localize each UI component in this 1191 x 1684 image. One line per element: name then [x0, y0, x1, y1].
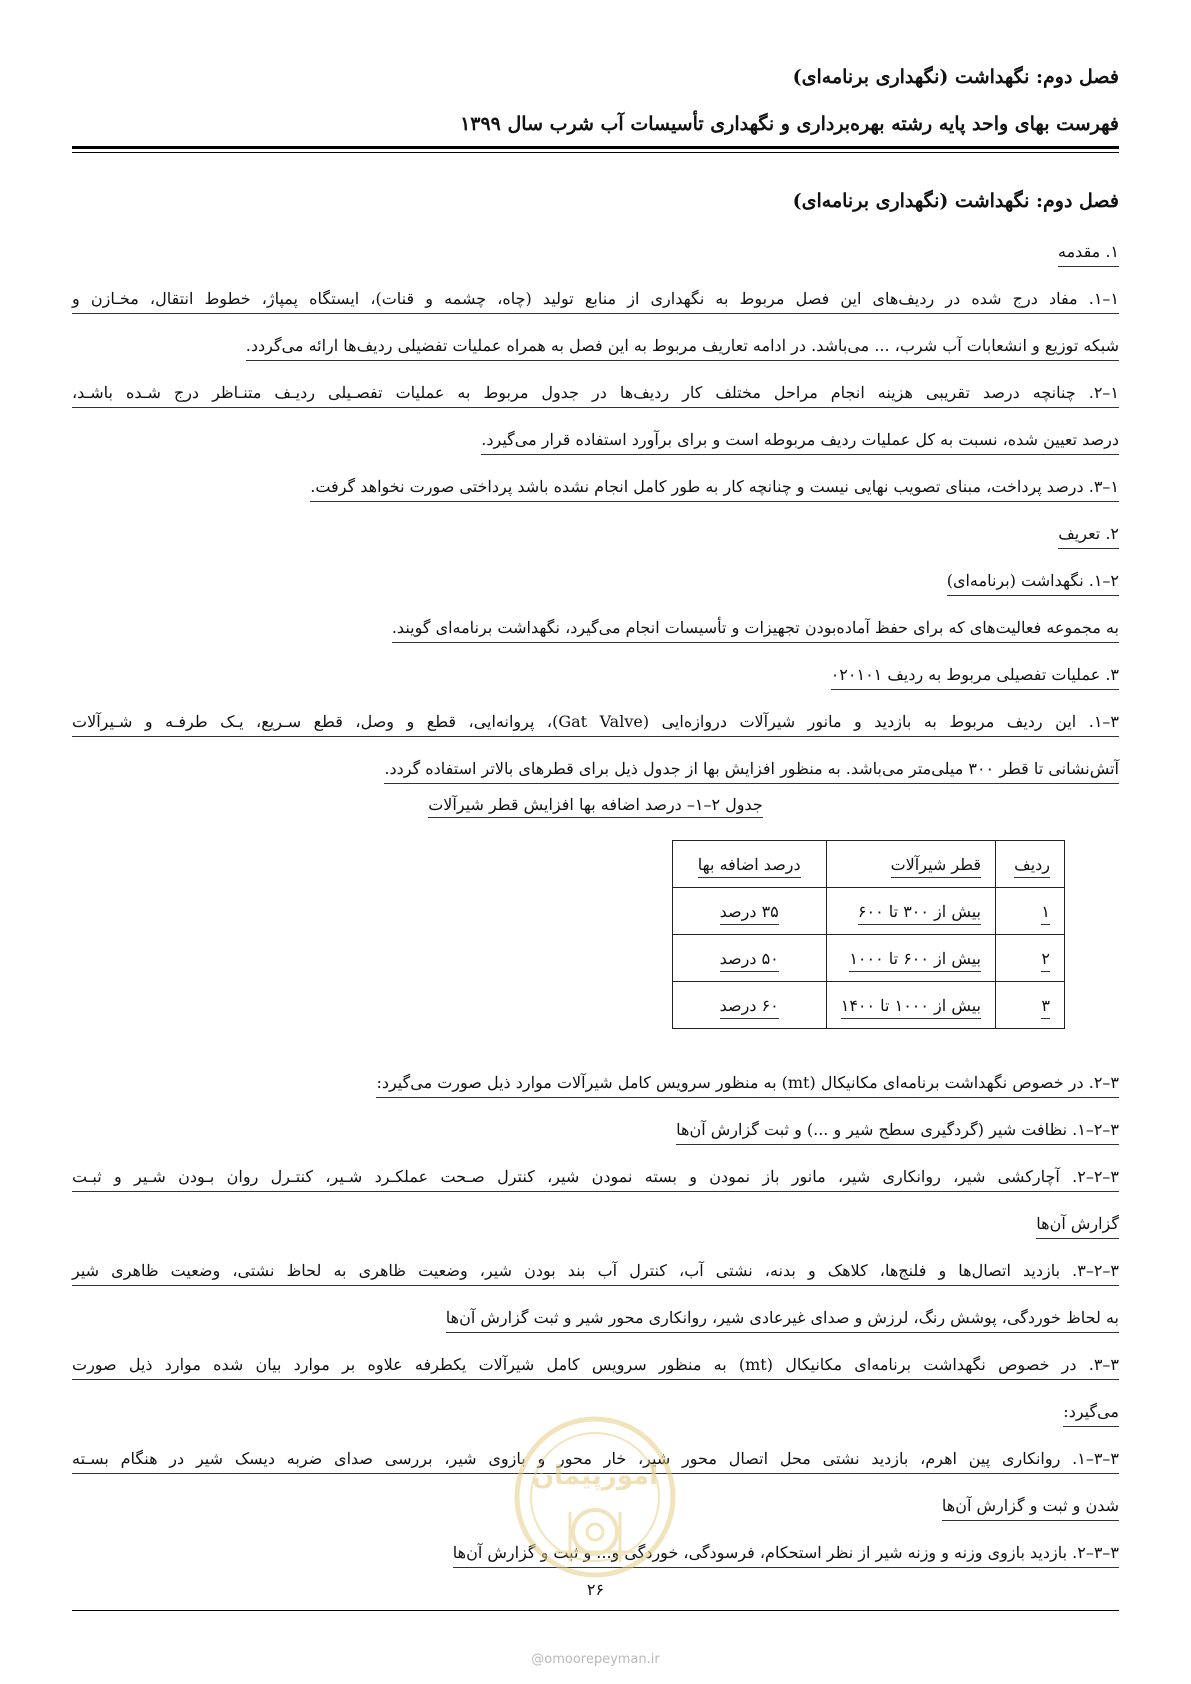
header-rule-thick — [72, 146, 1119, 149]
heading-2-1: ۲–۱. نگهداشت (برنامه‌ای) — [947, 570, 1119, 596]
paragraph-3-2-1: ۳–۲–۱. نظافت شیر (گردگیری سطح شیر و ...) و ثبت گزارش آن‌ها — [676, 1119, 1119, 1145]
paragraph-3-3-1-line-1: ۳–۳–۱. روانکاری پین اهرم، بازدید نشتی محل اتصال محور شیر، خار محور و بازوی شیر، بررسی صدای ضربه دیسک شیر در هنگام بسـته — [72, 1448, 1119, 1474]
cell-surcharge: ۳۵ درصد — [720, 902, 779, 925]
table-caption: جدول ۲–۱– درصد اضافه بها افزایش قطر شیرآلات — [72, 795, 1119, 814]
paragraph-3-2-2-line-1: ۳–۲–۲. آچارکشی شیر، روانکاری شیر، مانور باز نمودن و بسته نمودن شیر، کنترل صـحت عملکـرد شـیر، کنتـرل روان بـودن شـیر و ثبـت — [72, 1166, 1119, 1192]
paragraph-1-2-line-2: درصد تعیین شده، نسبت به کل عملیات ردیف مربوطه است و برای برآورد استفاده قرار می‌گیرد. — [481, 429, 1119, 455]
watermark-site-text: @omoorepeyman.ir — [531, 1652, 660, 1667]
page-number: ۲۶ — [586, 1580, 605, 1599]
watermark-logo-icon — [510, 1412, 680, 1582]
cell-surcharge: ۶۰ درصد — [720, 996, 779, 1019]
paragraph-3-1-line-1: ۳–۱. این ردیف مربوط به بازدید و مانور شیرآلات دروازه‌ایی (Gat Valve)، پروانه‌ایی، قطع و وصل، قطع سـریع، یـک طرفـه و شـیرآلات — [72, 711, 1119, 737]
paragraph-3-2: ۳–۲. در خصوص نگهداشت برنامه‌ای مکانیکال (mt) به منظور سرویس کامل شیرآلات موارد ذیل صورت می‌گیرد: — [376, 1072, 1119, 1098]
running-header-chapter: فصل دوم: نگهداشت (نگهداری برنامه‌ای) — [792, 66, 1119, 88]
header-valve-size: قطر شیرآلات — [826, 841, 995, 888]
cell-row-number: ۲ — [1041, 949, 1050, 972]
cell-surcharge: ۵۰ درصد — [720, 949, 779, 972]
valve-surcharge-table — [672, 840, 1065, 1029]
paragraph-3-3-2: ۳–۳–۲. بازدید بازوی وزنه و وزنه شیر از نظر استحکام، فرسودگی، خوردگی و... و ثبت و گزارش آن‌ها — [453, 1542, 1119, 1568]
table-row — [672, 982, 1064, 1029]
cell-valve-size: بیش از ۱۰۰۰ تا ۱۴۰۰ — [841, 996, 981, 1019]
cell-row-number: ۱ — [1041, 902, 1050, 925]
paragraph-3-3-line-2: می‌گیرد: — [1063, 1401, 1119, 1427]
heading-detailed-operations: ۳. عملیات تفصیلی مربوط به ردیف ۰۲۰۱۰۱ — [831, 664, 1119, 690]
table-row — [672, 935, 1064, 982]
paragraph-3-2-3-line-1: ۳–۲–۳. بازدید اتصال‌ها و فلنج‌ها، کلاهک و بدنه، نشتی آب، کنترل آب بند بودن شیر، وضعیت ظاهری به لحاظ نشتی، وضعیت ظاهری شیر — [72, 1260, 1119, 1286]
footer-rule — [72, 1610, 1119, 1611]
svg-text:امورپیمان: امورپیمان — [531, 1461, 659, 1491]
table-row — [672, 888, 1064, 935]
section-title: فصل دوم: نگهداشت (نگهداری برنامه‌ای) — [792, 190, 1119, 212]
table-header-row — [672, 841, 1064, 888]
cell-row-number: ۳ — [1041, 996, 1050, 1019]
paragraph-1-2-line-1: ۱–۲. چنانچه درصد تقریبی هزینه انجام مراحل مختلف کار ردیف‌ها در جدول مربوط به عملیات تفصـیلی ردیـف متنـاظر درج شـده باشـد، — [72, 382, 1119, 408]
cell-valve-size: بیش از ۳۰۰ تا ۶۰۰ — [858, 902, 981, 925]
paragraph-2-1: به مجموعه فعالیت‌های که برای حفظ آماده‌بودن تجهیزات و تأسیسات انجام می‌گیرد، نگهداشت برنامه‌ای گویند. — [392, 617, 1119, 643]
paragraph-3-3-line-1: ۳–۳. در خصوص نگهداشت برنامه‌ای مکانیکال (mt) به منظور سرویس کامل شیرآلات یکطرفه علاوه بر موارد بیان شده موارد ذیل صورت — [72, 1354, 1119, 1380]
paragraph-1-3: ۱–۳. درصد پرداخت، مبنای تصویب نهایی نیست و چنانچه کار به طور کامل انجام نشده باشد پرداختی صورت نخواهد گرفت. — [310, 476, 1119, 502]
paragraph-1-1-line-2: شبکه توزیع و انشعابات آب شرب، ... می‌باشد. در ادامه تعاریف مربوط به این فصل به همراه عملیات تفضیلی ردیف‌ها ارائه می‌گردد. — [246, 335, 1119, 361]
header-surcharge: درصد اضافه بها — [672, 841, 826, 888]
running-header-book-title: فهرست بهای واحد پایه رشته بهره‌برداری و نگهداری تأسیسات آب شرب سال ۱۳۹۹ — [460, 113, 1119, 135]
paragraph-3-2-3-line-2: به لحاظ خوردگی، پوشش رنگ، لرزش و صدای غیرعادی شیر، روانکاری محور شیر و ثبت گزارش آن‌ها — [446, 1307, 1119, 1333]
heading-definition: ۲. تعریف — [1058, 523, 1119, 549]
paragraph-3-2-2-line-2: گزارش آن‌ها — [1036, 1213, 1119, 1239]
cell-valve-size: بیش از ۶۰۰ تا ۱۰۰۰ — [849, 949, 981, 972]
paragraph-3-1-line-2: آتش‌نشانی تا قطر ۳۰۰ میلی‌متر می‌باشد. به منظور افزایش بها از جدول ذیل برای قطرهای بالاتر استفاده گردد. — [384, 758, 1119, 784]
header-rule-thin — [72, 152, 1119, 153]
heading-introduction: ۱. مقدمه — [1058, 241, 1119, 267]
header-row-number: ردیف — [996, 841, 1065, 888]
paragraph-1-1-line-1: ۱–۱. مفاد درج شده در ردیف‌های این فصل مربوط به نگهداری از منابع تولید (چاه، چشمه و قنات)، ایستگاه پمپاژ، خطوط انتقال، مخـازن و — [72, 288, 1119, 314]
paragraph-3-3-1-line-2: شدن و ثبت و گزارش آن‌ها — [942, 1495, 1119, 1521]
